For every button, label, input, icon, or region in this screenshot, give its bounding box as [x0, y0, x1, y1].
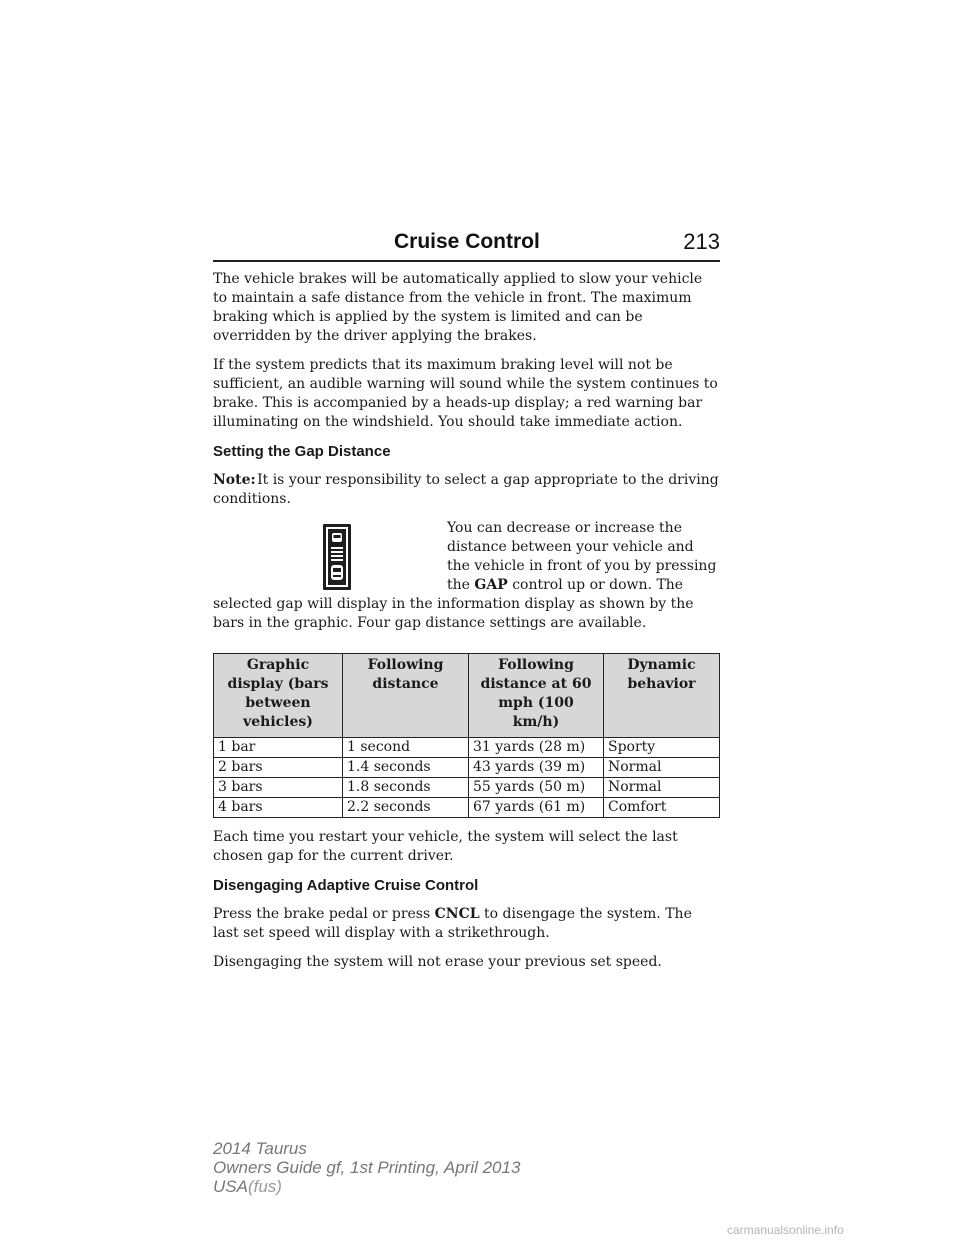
note-text: It is your responsibility to select a gap appropriate to the driving conditions.	[213, 472, 719, 507]
table-cell: 43 yards (39 m)	[469, 758, 604, 778]
gap-distance-icon	[323, 524, 351, 590]
gap-settings-table	[213, 653, 720, 818]
restart-paragraph: Each time you restart your vehicle, the system will select the last chosen gap for the current driver.	[213, 829, 678, 864]
site-watermark: carmanualsonline.info	[727, 1223, 844, 1237]
table-header-cell: Following distance	[343, 654, 469, 738]
previous-speed-paragraph: Disengaging the system will not erase your previous set speed.	[213, 954, 662, 970]
table-row	[214, 738, 720, 758]
table-row	[214, 758, 720, 778]
braking-paragraph: The vehicle brakes will be automatically applied to slow your vehicle to maintain a safe distance from the vehicle in front. The maximum braking which is applied by the system is limited and can be overridden by the driver applying the brakes.	[213, 271, 703, 344]
note-paragraph	[213, 471, 720, 509]
note-label: Note:	[213, 472, 256, 488]
gap-description: You can decrease or increase the distance between your vehicle and the vehicle in front of you by pressing the GAP control up or down. The selected gap will display in the information display as shown by the bars in the graphic. Four gap distance settings are available.	[213, 520, 717, 631]
table-cell: 67 yards (61 m)	[469, 798, 604, 818]
table-cell: 1.4 seconds	[343, 758, 469, 778]
page-header	[213, 226, 720, 262]
table-cell: 2 bars	[214, 758, 343, 778]
table-cell: Comfort	[604, 798, 720, 818]
warning-paragraph: If the system predicts that its maximum braking level will not be sufficient, an audible warning will sound while the system continues to brake. This is accompanied by a heads-up display; a red warning bar illuminating on the windshield. You should take immediate action.	[213, 357, 718, 430]
page-content	[213, 270, 720, 982]
footer-edition: Owners Guide gf, 1st Printing, April 2013	[213, 1158, 521, 1177]
gap-section-heading: Setting the Gap Distance	[213, 443, 391, 460]
cancel-control-label: CNCL	[434, 906, 480, 922]
table-cell: 55 yards (50 m)	[469, 778, 604, 798]
table-cell: Sporty	[604, 738, 720, 758]
gap-control-label: GAP	[474, 577, 508, 593]
table-cell: 31 yards (28 m)	[469, 738, 604, 758]
table-cell: 3 bars	[214, 778, 343, 798]
table-header-cell: Dynamic behavior	[604, 654, 720, 738]
chapter-title: Cruise Control	[394, 230, 540, 253]
table-row	[214, 778, 720, 798]
page-number: 213	[683, 229, 720, 254]
table-cell: 4 bars	[214, 798, 343, 818]
disengage-section-heading: Disengaging Adaptive Cruise Control	[213, 877, 479, 894]
table-cell: 1.8 seconds	[343, 778, 469, 798]
table-cell: 1 second	[343, 738, 469, 758]
table-header-cell: Following distance at 60 mph (100 km/h)	[469, 654, 604, 738]
table-cell: Normal	[604, 758, 720, 778]
footer-model: 2014 Taurus	[213, 1139, 307, 1158]
document-footer	[213, 1139, 520, 1196]
table-cell: 1 bar	[214, 738, 343, 758]
table-cell: Normal	[604, 778, 720, 798]
table-header-row	[214, 654, 720, 738]
footer-market: USA(fus)	[213, 1177, 282, 1196]
disengage-paragraph: Press the brake pedal or press CNCL to disengage the system. The last set speed will display with a strikethrough.	[213, 906, 692, 941]
gap-figure	[213, 519, 720, 643]
table-cell: 2.2 seconds	[343, 798, 469, 818]
gap-figure-block	[213, 519, 720, 643]
table-header-cell: Graphic display (bars between vehicles)	[214, 654, 343, 738]
table-row	[214, 798, 720, 818]
